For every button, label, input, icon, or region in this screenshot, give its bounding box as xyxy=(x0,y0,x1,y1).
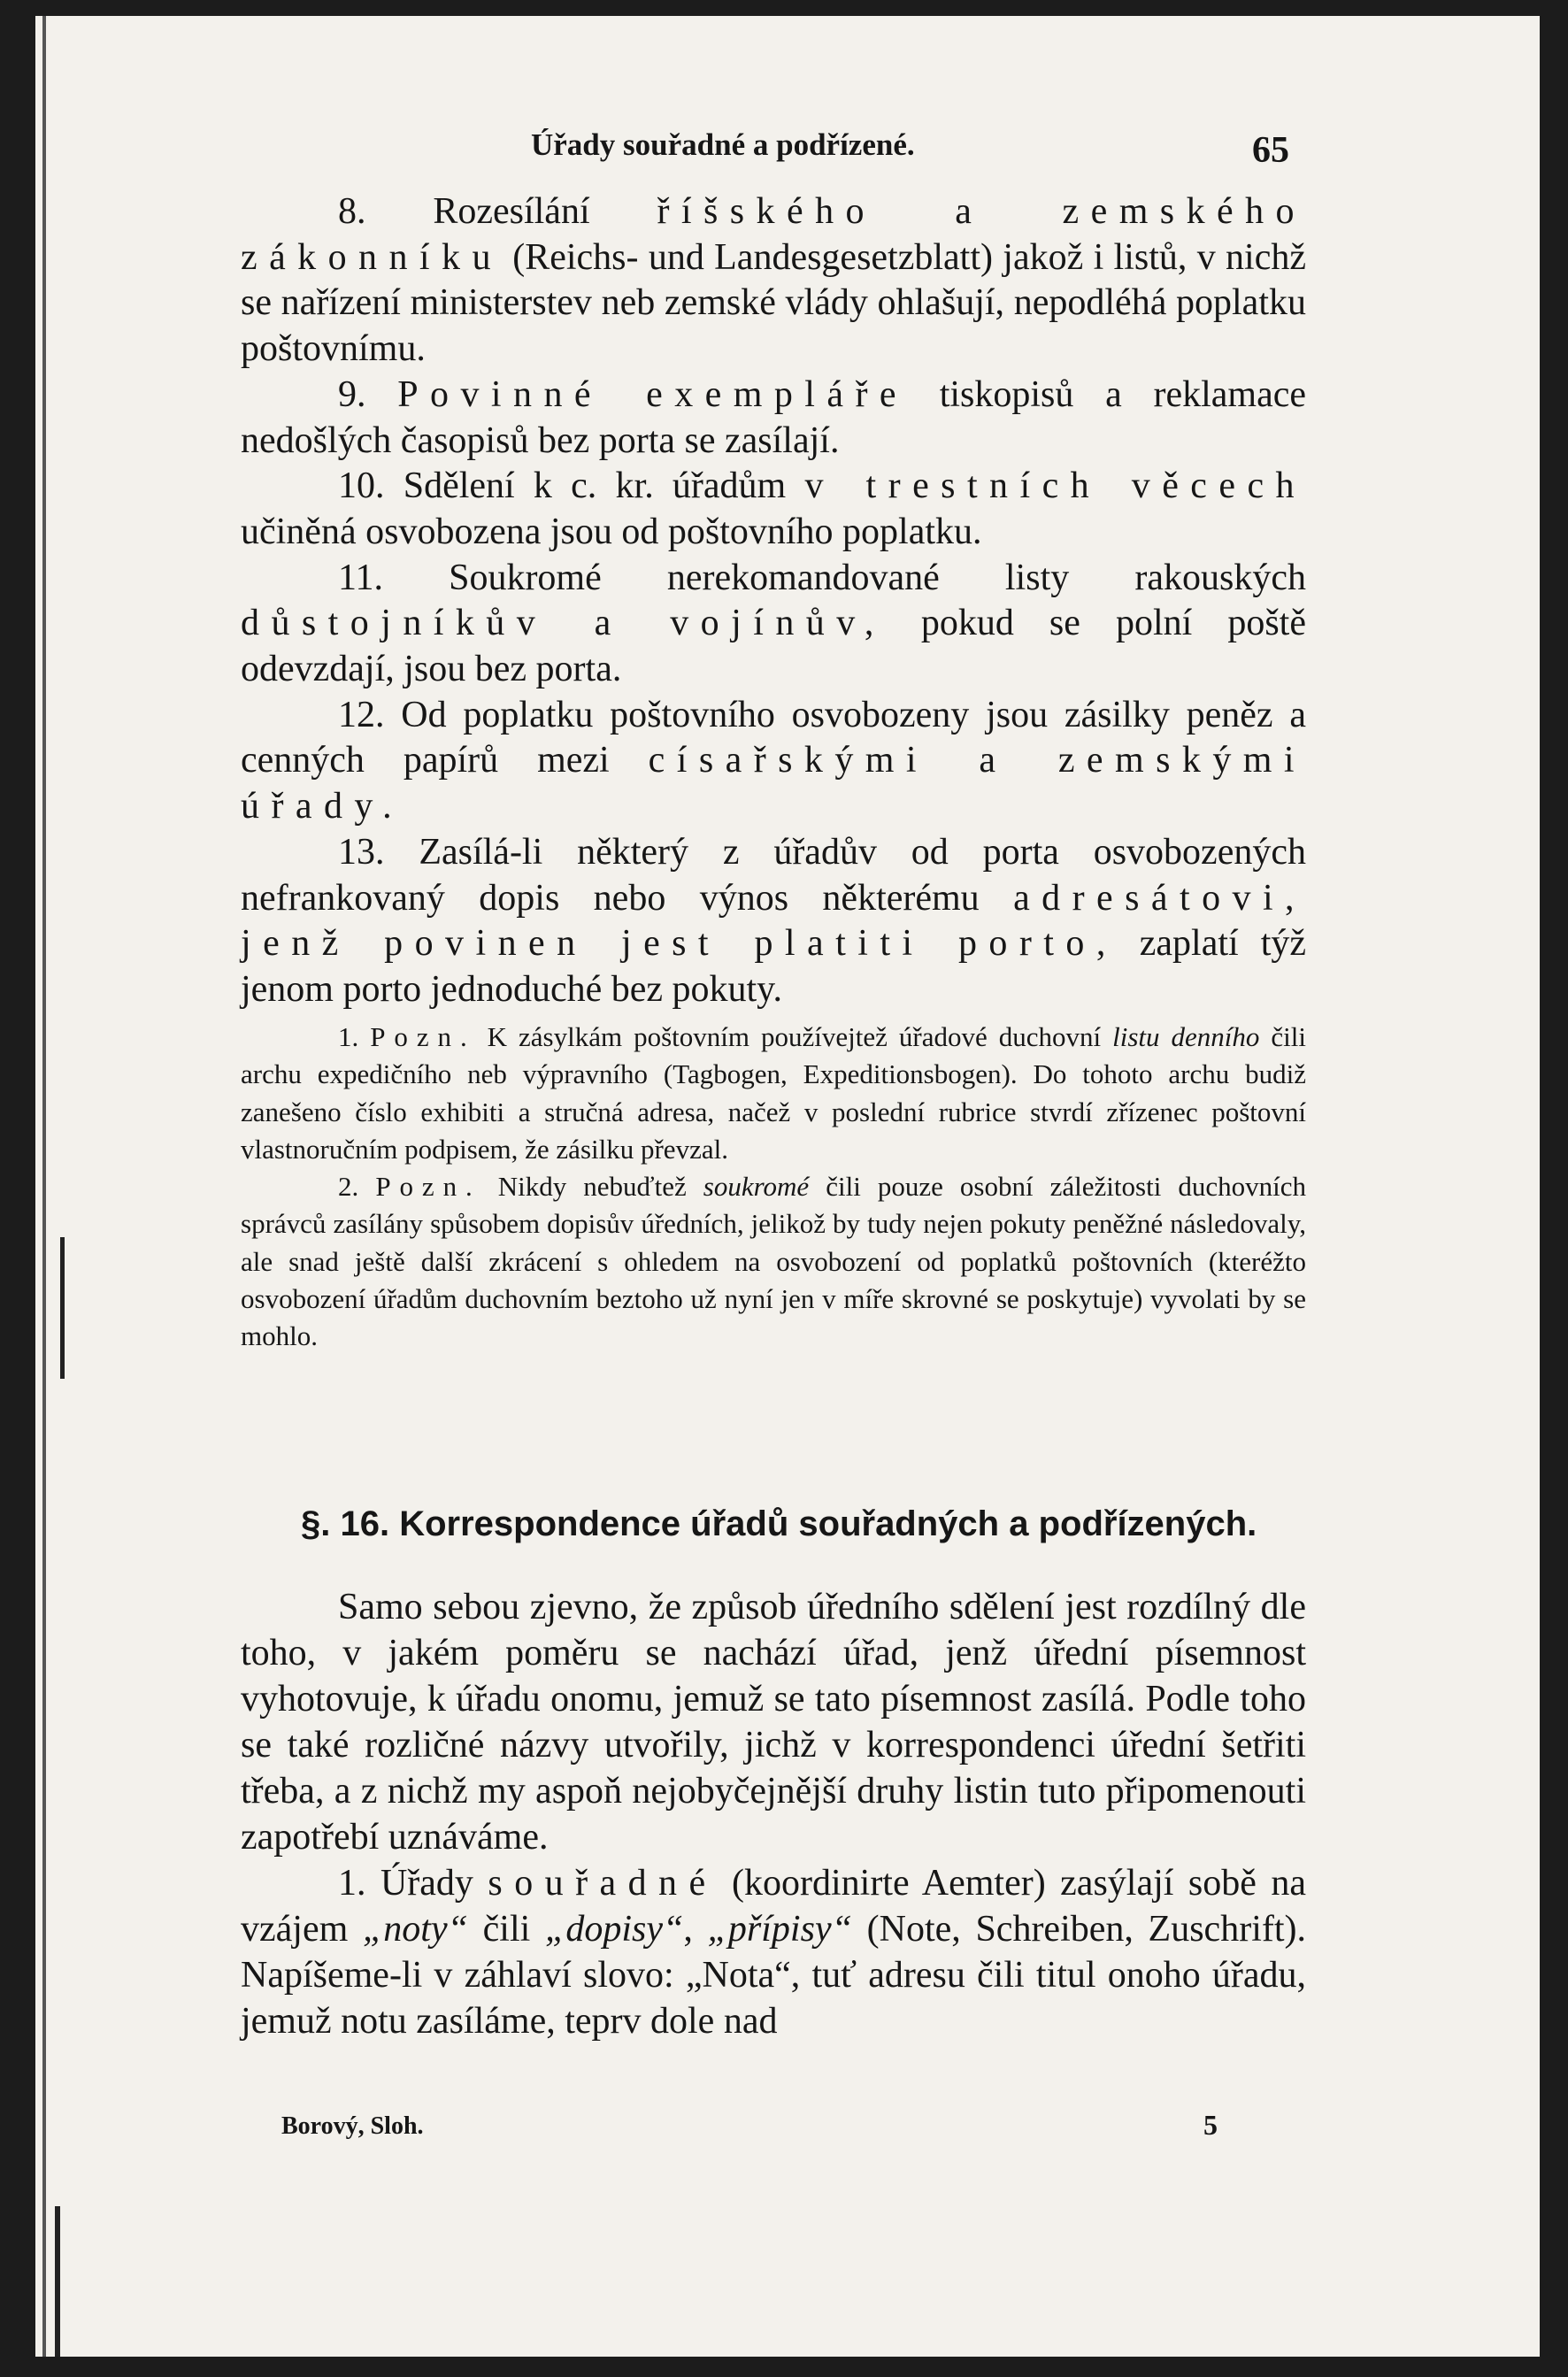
footer-signature: Borový, Sloh. xyxy=(281,2112,424,2140)
text-run: Samo sebou zjevno, že způsob úředního sdělení jest rozdílný dle toho, v jakém poměru se nachází úřad, jenž úřední písemnost vyhotovuje, k úřadu onomu, jemuž se tato písemnost zasílá. Podle toho se také rozličné názvy utvořily, jichž v korrespondenci úřední šetřiti třeba, a z nichž my aspoň nejobyčejnější druhy listin tuto připomenouti zapotřebí uznáváme. xyxy=(241,1587,1306,1858)
text-run: „dopisy“ xyxy=(545,1909,684,1950)
numbered-item xyxy=(241,464,1306,555)
text-run: 11. Soukromé nerekomandované listy rakouských xyxy=(338,557,1306,598)
footnotes xyxy=(241,1019,1306,1356)
binding-edge-line xyxy=(42,16,46,2357)
book-page xyxy=(35,16,1540,2357)
text-run: adresátovi, jenž povinen jest platiti porto, xyxy=(241,877,1306,965)
text-run: 1. xyxy=(338,1021,371,1052)
text-run: (Note, Schreiben, Zuschrift). Napíšeme-li v záhlaví slovo: „Nota“, tuť adresu čili titul onoho úřadu, jemuž notu zasíláme, teprv dole nad xyxy=(241,1909,1307,2042)
text-run: Pozn. xyxy=(375,1171,481,1203)
text-run: listu denního xyxy=(1112,1021,1260,1052)
text-run: čili xyxy=(467,1909,545,1950)
body-paragraph xyxy=(241,1584,1306,1860)
text-run: v trestních věcech xyxy=(804,465,1306,507)
text-run: (Reichs- und Landesgesetzblatt) jakož i listů, v nichž se nařízení ministerstev neb zemské vlády ohlašují, nepodléhá poplatku poštovnímu. xyxy=(241,236,1306,370)
text-run: 1. Úřady xyxy=(338,1863,488,1904)
text-run: učiněná osvobozena jsou od poštovního poplatku. xyxy=(241,511,982,552)
text-run: K zásylkám poštovním používejtež úřadové duchovní xyxy=(475,1021,1113,1052)
text-run: 9. xyxy=(338,373,398,415)
text-run: důstojníkův a vojínův, xyxy=(241,603,886,644)
text-run: Nikdy nebuďtež xyxy=(480,1171,703,1203)
numbered-item xyxy=(241,693,1306,830)
text-run: 8. Rozesílání xyxy=(338,191,657,232)
page-number: 65 xyxy=(1252,130,1289,171)
numbered-item xyxy=(241,830,1306,1013)
running-head: Úřady souřadné a podřízené. xyxy=(531,127,915,162)
section-body xyxy=(241,1584,1306,2044)
text-run: čili pouze osobní záležitosti duchovních správců zasílány spůsobem dopisův úředních, jelikož by tudy nejen pokuty peněžné následovaly, ale snad ještě další zkrácení s ohledem na osvobození od poplatků poštovních (kteréžto osvobození úřadům duchovním beztoho už nyní jen v míře skrovné se poskytuje) vyvolati by se mohlo. xyxy=(241,1171,1307,1352)
text-run: 10. Sdělení k c. kr. úřadům xyxy=(338,465,805,507)
text-run: , xyxy=(683,1909,708,1950)
text-run: 12. Od poplatku poštovního osvobozeny jsou zásilky peněz a cenných papírů mezi xyxy=(241,694,1306,781)
text-run: „noty“ xyxy=(362,1909,468,1950)
text-run: zaplatí týž jenom porto jednoduché bez pokuty. xyxy=(241,923,1307,1010)
text-run: 2. xyxy=(338,1171,376,1203)
text-run: tiskopisů a reklamace nedošlých časopisů bez porta se zasílají. xyxy=(241,373,1307,461)
text-run: „přípisy“ xyxy=(707,1909,852,1950)
text-run: (koordinirte Aemter) zasýlají sobě na vzájem xyxy=(241,1863,1306,1950)
text-run: čili archu expedičního neb výpravního (Tagbogen, Expeditionsbogen). Do tohoto archu budiž zanešeno číslo exhibiti a stručná adresa, načež v poslední rubrice stvrdí zřízenec poštovní vlastnoručním podpisem, že zásilku převzal. xyxy=(241,1021,1306,1165)
body-paragraph xyxy=(241,1860,1306,2044)
sheet-number: 5 xyxy=(1203,2109,1218,2141)
numbered-item xyxy=(241,556,1306,693)
text-run: Povinné exempláře xyxy=(397,373,908,415)
text-run: pokud se polní poště odevzdají, jsou bez porta. xyxy=(241,603,1306,690)
text-run: souřadné xyxy=(488,1863,718,1904)
margin-mark xyxy=(60,1237,65,1379)
numbered-item xyxy=(241,189,1306,373)
text-run: říšského a zemského zákonníku xyxy=(241,191,1306,278)
section-heading: §. 16. Korrespondence úřadů souřadných a podřízených. xyxy=(301,1504,1257,1543)
text-run: 13. Zasílá-li některý z úřadův od porta osvobozených nefrankovaný dopis nebo výnos některému xyxy=(241,831,1306,919)
footnote xyxy=(241,1168,1306,1355)
footnote xyxy=(241,1019,1306,1168)
text-run: císařskými a zemskými úřady. xyxy=(241,740,1307,827)
margin-mark xyxy=(55,2206,60,2357)
text-run: soukromé xyxy=(703,1171,810,1203)
text-run: Pozn. xyxy=(370,1021,476,1052)
numbered-items xyxy=(241,189,1306,1013)
numbered-item xyxy=(241,373,1306,464)
